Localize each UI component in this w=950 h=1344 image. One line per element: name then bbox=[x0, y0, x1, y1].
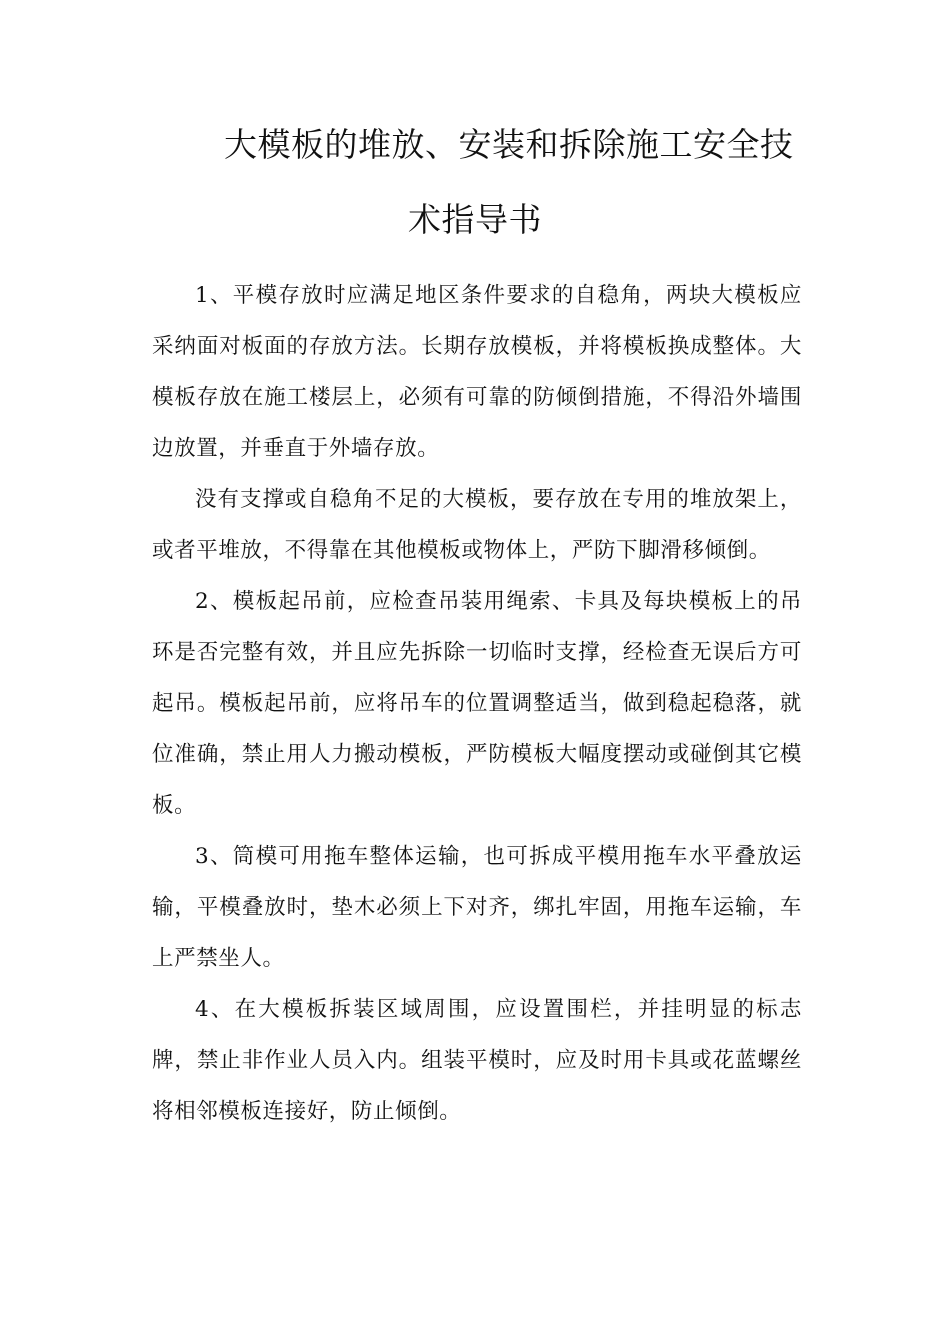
document-body bbox=[152, 270, 802, 1137]
document-title-line-2: 术指导书 bbox=[408, 200, 542, 239]
paragraph-5: 4、在大模板拆装区域周围，应设置围栏，并挂明显的标志牌，禁止非作业人员入内。组装平模时，应及时用卡具或花蓝螺丝将相邻模板连接好，防止倾倒。 bbox=[152, 997, 802, 1124]
document-title-line-1: 大模板的堆放、安装和拆除施工安全技 bbox=[224, 125, 794, 164]
paragraph-1: 1、平模存放时应满足地区条件要求的自稳角，两块大模板应采纳面对板面的存放方法。长期存放模板，并将模板换成整体。大模板存放在施工楼层上，必须有可靠的防倾倒措施，不得沿外墙围边放置，并垂直于外墙存放。 bbox=[152, 283, 802, 461]
paragraph-4: 3、筒模可用拖车整体运输，也可拆成平模用拖车水平叠放运输，平模叠放时，垫木必须上下对齐，绑扎牢固，用拖车运输，车上严禁坐人。 bbox=[152, 844, 802, 971]
paragraph-2: 没有支撑或自稳角不足的大模板，要存放在专用的堆放架上，或者平堆放，不得靠在其他模板或物体上，严防下脚滑移倾倒。 bbox=[152, 487, 802, 563]
paragraph-3: 2、模板起吊前，应检查吊装用绳索、卡具及每块模板上的吊环是否完整有效，并且应先拆除一切临时支撑，经检查无误后方可起吊。模板起吊前，应将吊车的位置调整适当，做到稳起稳落，就位准确，禁止用人力搬动模板，严防模板大幅度摆动或碰倒其它模板。 bbox=[152, 589, 802, 818]
